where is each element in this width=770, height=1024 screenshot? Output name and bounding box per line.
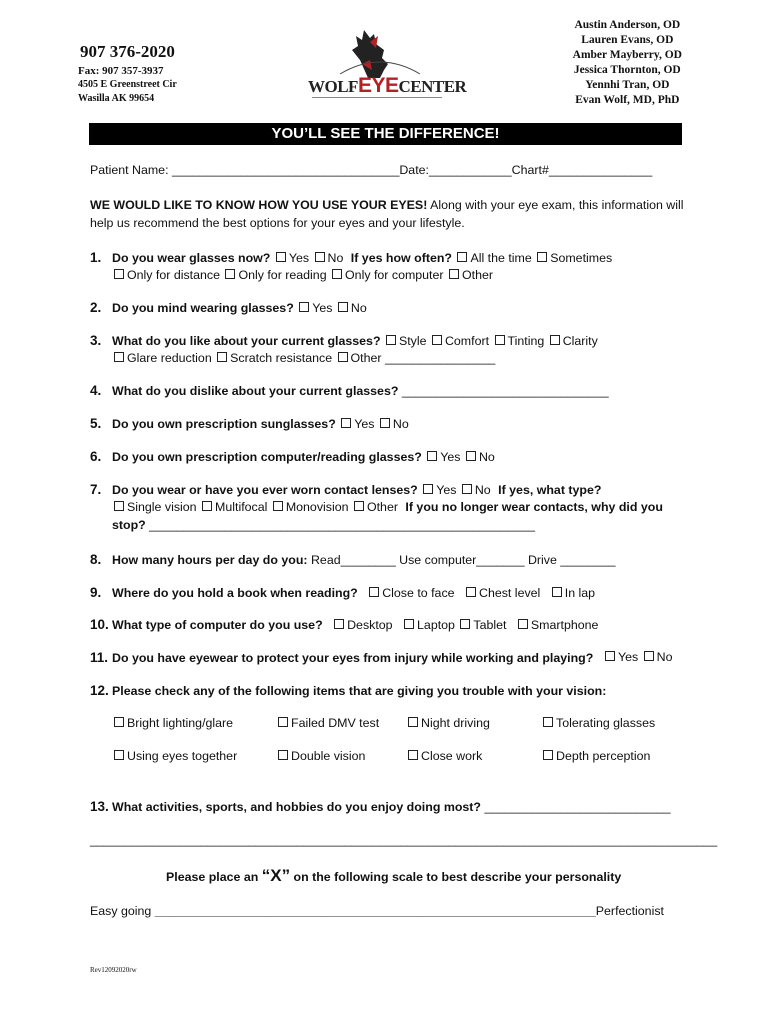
checkbox-option[interactable] [367,586,454,600]
checkbox-option[interactable] [493,334,545,348]
contact-block [78,64,177,106]
answer-blanks[interactable]: Read________ Use computer_______ Drive ________ [307,553,616,567]
checkbox-option[interactable] [642,650,673,664]
checkbox-option[interactable] [330,268,443,282]
question-text: Do you have eyewear to protect your eyes from injury while working and playing? [112,651,594,665]
checkbox-icon[interactable] [341,418,351,428]
question-number: 11. [90,650,109,665]
checkbox-icon[interactable] [543,750,553,760]
checkbox-option[interactable] [352,500,398,514]
checkbox-option[interactable] [336,301,367,315]
option-label: Smartphone [530,618,599,632]
personality-scale [90,904,664,918]
option-label: Yes [618,650,639,664]
doctor-name: Lauren Evans, OD [581,34,674,46]
checkbox-option[interactable] [339,417,374,431]
checkbox-option[interactable] [336,351,496,365]
question-2 [90,300,367,315]
option-label: Close to face [382,586,455,600]
option-label: Double vision [291,749,366,763]
option-label: Clarity [562,334,598,348]
answer-blank[interactable]: ______________________________ [401,384,609,398]
option-label: Night driving [421,716,490,730]
checkbox-icon[interactable] [518,619,528,629]
scale-right-label: Perfectionist [595,904,664,918]
x-mark-text: “X” [261,866,291,885]
checkbox-icon[interactable] [278,750,288,760]
checkbox-option[interactable] [276,749,365,763]
checkbox-option[interactable] [223,268,326,282]
phone-number: 907 376-2020 [80,42,175,61]
question-13 [90,799,671,814]
doctor-name: Austin Anderson, OD [574,19,681,31]
checkbox-icon[interactable] [466,451,476,461]
checkbox-option[interactable] [112,351,212,365]
option-label: All the time [470,251,532,265]
question-12 [90,683,606,698]
checkbox-icon[interactable] [338,352,348,362]
checkbox-icon[interactable] [299,302,309,312]
option-label: Yes [288,251,310,265]
checkbox-option[interactable] [276,716,379,730]
checkbox-option[interactable] [297,301,332,315]
option-label: Desktop [347,618,393,632]
question-number: 4. [90,383,102,398]
checkbox-icon[interactable] [537,252,547,262]
question-10 [90,617,598,632]
checkbox-icon[interactable] [114,717,124,727]
option-label: Glare reduction [127,351,212,365]
answer-blank-long[interactable]: ___________________________________________________________________________________________ [90,833,718,847]
checkbox-option[interactable] [464,586,540,600]
logo-wordmark: WOLFEYECENTER [308,74,467,97]
question-text: Do you wear or have you ever worn contact lenses? [112,483,418,497]
question-number: 2. [90,300,102,315]
checkbox-option[interactable] [535,251,612,265]
checkbox-icon[interactable] [427,451,437,461]
option-label: Depth perception [556,749,651,763]
question-3 [90,333,598,348]
checkbox-option[interactable] [455,251,531,265]
option-label: Other [461,268,493,282]
stop-label: stop? [112,518,146,532]
answer-blank[interactable]: ________________________________________________________ [145,518,536,532]
question-number: 8. [90,552,102,567]
option-label: Only for distance [127,268,220,282]
checkbox-option[interactable] [425,450,460,464]
checkbox-icon[interactable] [114,501,124,511]
option-label: No [392,417,409,431]
checkbox-option[interactable] [430,334,489,348]
question-text: What activities, sports, and hobbies do you enjoy doing most? [112,800,481,814]
checkbox-option[interactable] [378,417,409,431]
checkbox-option[interactable] [516,618,599,632]
checkbox-option[interactable] [402,618,455,632]
checkbox-icon[interactable] [354,501,364,511]
checkbox-option[interactable] [313,251,344,265]
instruction-text: Please place an [166,870,262,884]
checkbox-option[interactable] [603,650,638,664]
option-label: Chest level [479,586,541,600]
scale-left-label: Easy going [90,904,155,918]
checkbox-icon[interactable] [423,484,433,494]
doctor-name: Evan Wolf, MD, PhD [575,94,680,106]
checkbox-option[interactable] [332,618,392,632]
checkbox-option[interactable] [274,251,309,265]
option-label: Bright lighting/glare [127,716,234,730]
option-label: Yes [354,417,375,431]
follow-up-text: If yes, what type? [498,483,602,497]
checkbox-icon[interactable] [334,619,344,629]
question-7-options [112,500,663,514]
question-11-options [603,650,673,664]
checkbox-icon[interactable] [605,651,615,661]
checkbox-icon[interactable] [432,335,442,345]
checkbox-icon[interactable] [114,750,124,760]
checkbox-option[interactable] [447,268,493,282]
wolf-eye-center-logo [300,20,467,110]
question-number: 10. [90,617,109,632]
option-label: No [478,450,495,464]
option-label: No [350,301,367,315]
checkbox-icon[interactable] [315,252,325,262]
checkbox-icon[interactable] [466,587,476,597]
intro-text [90,198,684,212]
option-label: No [474,483,491,497]
checkbox-icon[interactable] [278,717,288,727]
checkbox-option[interactable] [112,749,237,763]
option-label: Style [398,334,427,348]
checkbox-option[interactable] [541,716,655,730]
logo-underline [312,97,442,101]
revision-code: Rev12092020rw [90,966,137,974]
address-line-2: Wasilla AK 99654 [78,93,155,104]
checkbox-icon[interactable] [408,717,418,727]
option-label: Other [366,500,398,514]
checkbox-icon[interactable] [550,335,560,345]
question-6 [90,449,495,464]
question-text: What type of computer do you use? [112,618,323,632]
checkbox-icon[interactable] [462,484,472,494]
question-text: Do you own prescription sunglasses? [112,417,336,431]
option-label: Scratch resistance [230,351,333,365]
checkbox-icon[interactable] [114,352,124,362]
question-text: What do you like about your current glasses? [112,334,381,348]
checkbox-option[interactable] [458,618,506,632]
option-label: No [656,650,673,664]
checkbox-option[interactable] [112,268,220,282]
question-number: 9. [90,585,102,600]
checkbox-icon[interactable] [276,252,286,262]
question-number: 3. [90,333,102,348]
option-label: No [327,251,344,265]
doctor-name: Jessica Thornton, OD [573,64,681,76]
follow-up-text: If you no longer wear contacts, why did you [405,500,663,514]
personality-scale-instruction [166,866,621,886]
doctor-list [573,18,682,108]
checkbox-option[interactable] [460,483,491,497]
question-5 [90,416,409,431]
question-number: 1. [90,250,102,265]
checkbox-icon[interactable] [404,619,414,629]
checkbox-icon[interactable] [369,587,379,597]
answer-blank[interactable]: ___________________________ [481,800,671,814]
checkbox-option[interactable] [112,500,197,514]
checkbox-icon[interactable] [543,717,553,727]
question-number: 5. [90,416,102,431]
checkbox-icon[interactable] [380,418,390,428]
checkbox-icon[interactable] [495,335,505,345]
question-text: How many hours per day do you: [112,553,308,567]
question-11 [90,650,593,665]
option-label: Only for reading [238,268,327,282]
option-label: Using eyes together [127,749,238,763]
option-label: Close work [421,749,483,763]
instruction-text: on the following scale to best describe your personality [290,870,622,884]
checkbox-icon[interactable] [644,651,654,661]
scale-line[interactable]: ________________________________________________________________ [154,904,596,918]
checkbox-option[interactable] [200,500,267,514]
checkbox-icon[interactable] [552,587,562,597]
checkbox-option[interactable] [384,334,427,348]
checkbox-icon[interactable] [460,619,470,629]
option-label: Yes [312,301,333,315]
question-text: Do you own prescription computer/reading glasses? [112,450,422,464]
checkbox-option[interactable] [406,716,490,730]
checkbox-option[interactable] [550,586,595,600]
checkbox-icon[interactable] [408,750,418,760]
question-text: Do you wear glasses now? [112,251,271,265]
question-number: 12. [90,683,109,698]
doctor-name: Amber Mayberry, OD [572,49,682,61]
question-number: 7. [90,482,102,497]
option-label: Tablet [473,618,507,632]
checkbox-option[interactable] [541,749,650,763]
question-text: Please check any of the following items that are giving you trouble with your vision: [112,684,607,698]
question-7 [90,482,601,497]
option-label: Single vision [127,500,197,514]
option-label: Yes [436,483,457,497]
option-label: Other ________________ [350,351,496,365]
checkbox-icon[interactable] [217,352,227,362]
option-label: In lap [564,586,596,600]
question-3-options [112,351,495,365]
checkbox-icon[interactable] [202,501,212,511]
question-8 [90,552,615,567]
address-line-1: 4505 E Greenstreet Cir [78,79,177,90]
option-label: Tinting [507,334,545,348]
option-label: Sometimes [550,251,613,265]
checkbox-option[interactable] [464,450,495,464]
checkbox-icon[interactable] [114,269,124,279]
checkbox-option[interactable] [112,716,233,730]
option-label: Yes [440,450,461,464]
checkbox-option[interactable] [421,483,456,497]
fax-number: Fax: 907 357-3937 [78,65,164,77]
option-label: Failed DMV test [291,716,380,730]
intro-body: Along with your eye exam, this information will [427,198,684,212]
question-1-options [112,268,493,282]
question-4 [90,383,609,398]
question-text: What do you dislike about your current glasses? [112,384,399,398]
checkbox-icon[interactable] [338,302,348,312]
option-label: Monovision [285,500,349,514]
question-text: Do you mind wearing glasses? [112,301,294,315]
checkbox-icon[interactable] [332,269,342,279]
checkbox-option[interactable] [271,500,349,514]
option-label: Comfort [444,334,490,348]
checkbox-icon[interactable] [386,335,396,345]
intro-heading: WE WOULD LIKE TO KNOW HOW YOU USE YOUR EYES! [90,198,428,212]
option-label: Multifocal [215,500,268,514]
doctor-name: Yennhi Tran, OD [585,79,670,91]
checkbox-option[interactable] [215,351,332,365]
banner-title: YOU’LL SEE THE DIFFERENCE! [89,123,682,145]
question-1 [90,250,612,265]
checkbox-icon[interactable] [449,269,459,279]
checkbox-icon[interactable] [225,269,235,279]
question-text: Where do you hold a book when reading? [112,586,358,600]
checkbox-icon[interactable] [273,501,283,511]
option-label: Laptop [417,618,455,632]
question-number: 6. [90,449,102,464]
checkbox-icon[interactable] [457,252,467,262]
option-label: Tolerating glasses [556,716,656,730]
checkbox-option[interactable] [548,334,598,348]
question-7-stop [112,518,535,532]
intro-text-line-2: help us recommend the best options for your eyes and your lifestyle. [90,216,465,230]
question-9 [90,585,595,600]
option-label: Only for computer [345,268,444,282]
follow-up-text: If yes how often? [350,251,452,265]
checkbox-option[interactable] [406,749,482,763]
patient-info-line[interactable]: Patient Name: _________________________________Date:____________Chart#_______________ [90,163,653,177]
question-number: 13. [90,799,109,814]
